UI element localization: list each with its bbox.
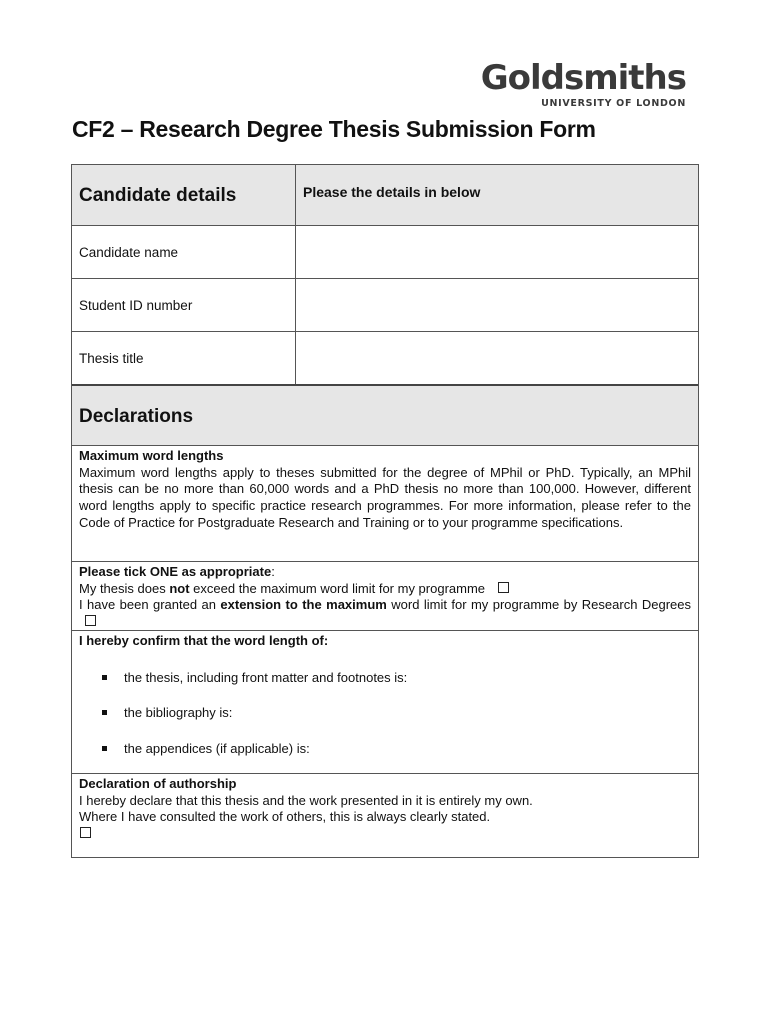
option2-text-bold: extension to the maximum xyxy=(220,597,387,613)
thesis-count-label: the thesis, including front matter and footnotes is: xyxy=(124,669,408,685)
option1-text-bold: not xyxy=(169,580,190,596)
list-item xyxy=(79,670,691,687)
option2-text-b: word limit for my programme by Research Degrees xyxy=(386,597,691,613)
student-id-label: Student ID number xyxy=(72,279,296,331)
logo-subtitle: UNIVERSITY OF LONDON xyxy=(541,98,686,109)
declarations-header xyxy=(72,386,698,446)
option1-text-b: exceed the maximum word limit for my programme xyxy=(189,580,486,596)
authorship-block xyxy=(72,774,698,857)
not-exceed-checkbox[interactable] xyxy=(498,582,509,593)
option2-text-a: I have been granted an xyxy=(79,597,221,613)
word-lengths-title: Maximum word lengths xyxy=(79,448,224,463)
candidate-details-instruction: Please the details in below xyxy=(303,184,481,200)
list-item xyxy=(79,705,691,722)
bullet-icon xyxy=(102,746,107,751)
candidate-name-row xyxy=(72,226,698,279)
bullet-icon xyxy=(102,675,107,680)
authorship-line-2: Where I have consulted the work of others, this is always clearly stated. xyxy=(79,809,491,825)
list-item xyxy=(79,741,691,758)
student-id-row xyxy=(72,279,698,332)
tick-one-block xyxy=(72,562,698,631)
tick-one-colon: : xyxy=(271,564,275,579)
tick-option-not-exceed xyxy=(79,581,691,598)
university-logo xyxy=(470,60,686,109)
declarations-heading: Declarations xyxy=(79,406,194,427)
authorship-title: Declaration of authorship xyxy=(79,776,237,791)
candidate-details-heading: Candidate details xyxy=(72,165,296,225)
word-count-list xyxy=(79,670,691,758)
submission-form xyxy=(71,164,699,858)
authorship-checkbox[interactable] xyxy=(80,827,91,838)
candidate-name-field[interactable] xyxy=(296,226,698,278)
option1-text-a: My thesis does xyxy=(79,580,170,596)
bullet-icon xyxy=(102,710,107,715)
word-count-confirm-block xyxy=(72,631,698,774)
student-id-field[interactable] xyxy=(296,279,698,331)
tick-one-heading xyxy=(79,564,691,581)
thesis-title-field[interactable] xyxy=(296,332,698,384)
authorship-line-1: I hereby declare that this thesis and the work presented in it is entirely my own. xyxy=(79,792,533,808)
thesis-title-row xyxy=(72,332,698,386)
candidate-details-header xyxy=(72,165,698,226)
word-lengths-body: Maximum word lengths apply to theses submitted for the degree of MPhil or PhD. Typically, an MPhil thesis can be no more than 60,000 words and a PhD thesis no more than 100,000. However, different word lengths apply to specific practice research programmes. For more information, please refer to the Code of Practice for Postgraduate Research and Training or to your programme specifications. xyxy=(79,464,691,530)
word-lengths-block xyxy=(72,446,698,562)
thesis-title-label: Thesis title xyxy=(72,332,296,384)
extension-checkbox[interactable] xyxy=(85,615,96,626)
appendices-count-label: the appendices (if applicable) is: xyxy=(124,741,310,757)
tick-option-extension xyxy=(79,597,691,630)
tick-one-title: Please tick ONE as appropriate xyxy=(79,564,272,579)
candidate-name-label: Candidate name xyxy=(72,226,296,278)
logo-wordmark: Goldsmiths xyxy=(480,58,686,98)
confirm-title: I hereby confirm that the word length of: xyxy=(79,633,329,648)
bibliography-count-label: the bibliography is: xyxy=(124,705,233,721)
page-title: CF2 – Research Degree Thesis Submission Form xyxy=(72,116,596,142)
